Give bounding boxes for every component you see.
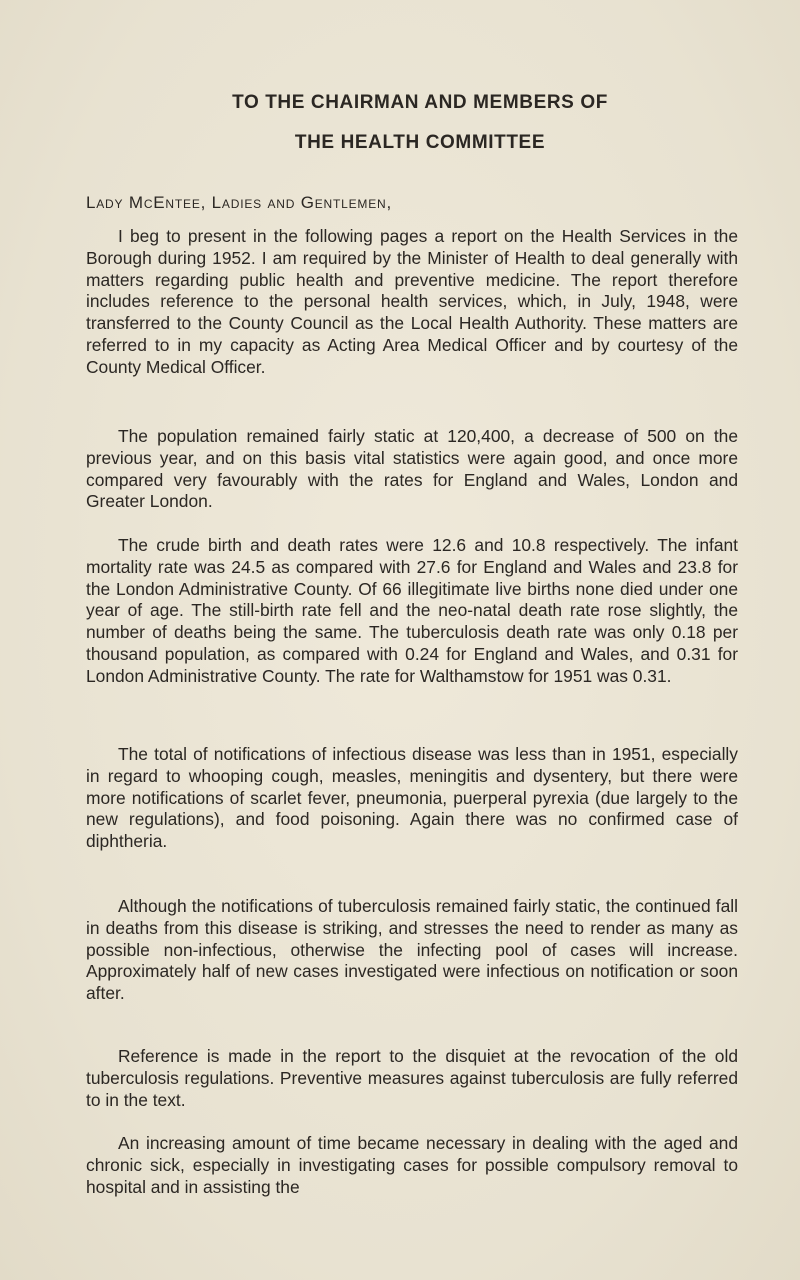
paragraph-aged-chronic-sick: An increasing amount of time became necessary in dealing with the aged and chronic sick, especially in investigating cases for possible compulsory removal to hospital and in assisting the — [86, 1133, 738, 1197]
paragraph-birth-death-rates: The crude birth and death rates were 12.6 and 10.8 respectively. The infant mortality rate was 24.5 as compared with 27.6 for England and Wales and 23.8 for the London Administrative County. Of 66 illegitimate live births none died under one year of age. The still-birth rate fell and the neo-natal death rate rose slightly, the number of deaths being the same. The tuberculosis death rate was only 0.18 per thousand population, as compared with 0.24 for England and Wales, and 0.31 for London Administrative County. The rate for Walthamstow for 1951 was 0.31. — [86, 535, 738, 686]
paragraph-regulations: Reference is made in the report to the disquiet at the revocation of the old tuberculosis regulations. Preventive measures against tuberculosis are fully referred to in the text. — [86, 1046, 738, 1110]
paragraph-infectious-disease: The total of notifications of infectious disease was less than in 1951, especially in regard to whooping cough, measles, meningitis and dysentery, but there were more notifications of scarlet fever, pneumonia, puerperal pyrexia (due largely to the new regulations), and food poisoning. Again there was no confirmed case of diphtheria. — [86, 744, 738, 852]
heading-line-1: TO THE CHAIRMAN AND MEMBERS OF — [232, 92, 608, 113]
heading-line-2: THE HEALTH COMMITTEE — [294, 132, 546, 153]
salutation: Lady McEntee, Ladies and Gentlemen, — [86, 193, 393, 212]
paragraph-population: The population remained fairly static at 120,400, a decrease of 500 on the previous year, and on this basis vital statistics were again good, and once more compared very favourably with the rates for England and Wales, London and Greater London. — [86, 426, 738, 512]
paragraph-tuberculosis: Although the notifications of tuberculosis remained fairly static, the continued fall in deaths from this disease is striking, and stresses the need to render as many as possible non-infectious, otherwise the infecting pool of cases will increase. Approximately half of new cases investigated were infectious on notification or soon after. — [86, 896, 738, 1004]
paragraph-introduction: I beg to present in the following pages a report on the Health Services in the Borough during 1952. I am required by the Minister of Health to deal generally with matters regarding public health and preventive medicine. The report therefore includes reference to the personal health services, which, in July, 1948, were transferred to the County Council as the Local Health Authority. These matters are referred to in my capacity as Acting Area Medical Officer and by courtesy of the County Medical Officer. — [86, 226, 738, 377]
